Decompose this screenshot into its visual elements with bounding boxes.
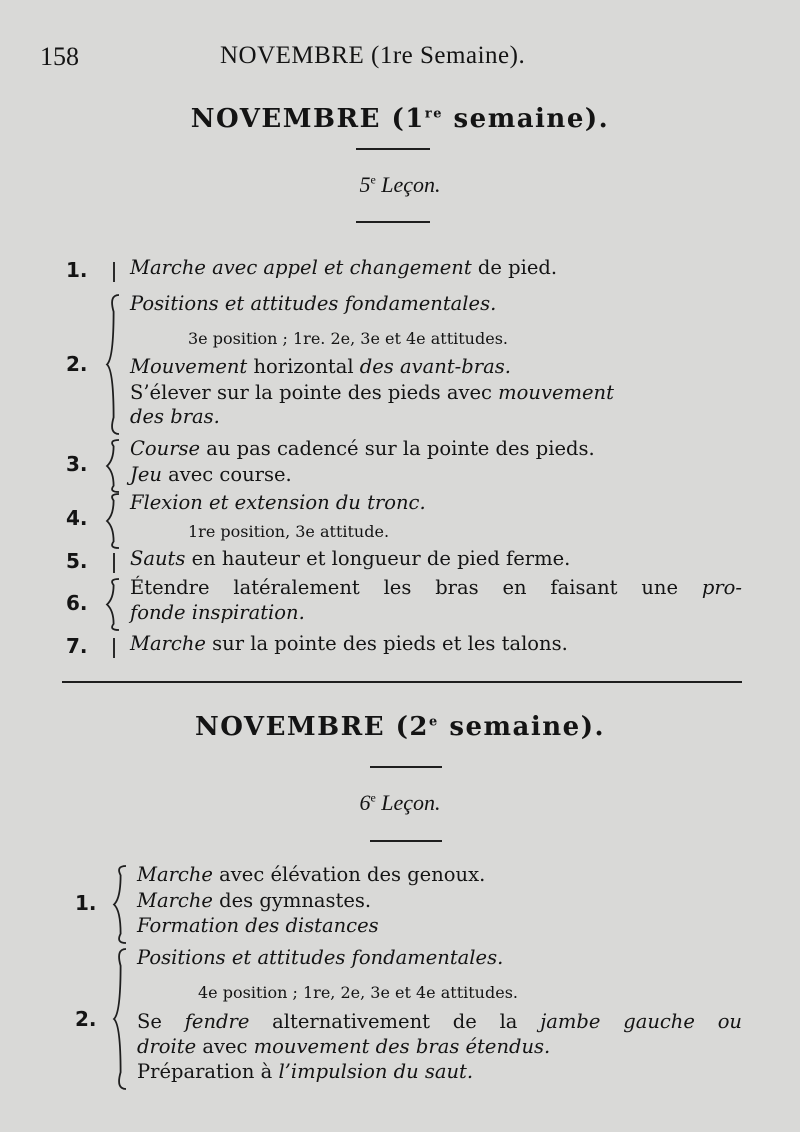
item-line	[130, 292, 496, 315]
item-bar	[113, 553, 115, 573]
italic-text: Positions et attitudes fondamentales.	[137, 946, 504, 969]
italic-text: Flexion et extension du tronc.	[130, 491, 426, 514]
week2-title-rule	[370, 766, 442, 768]
item-line	[137, 889, 371, 912]
item-number: 2.	[66, 352, 88, 376]
text: S’élever sur la pointe des pieds avec	[130, 381, 499, 404]
item-bar	[113, 638, 115, 658]
italic-text: mouvement des bras étendus.	[253, 1035, 551, 1058]
item-line	[130, 547, 570, 570]
italic-text: Marche	[130, 632, 206, 655]
text: avec course.	[161, 463, 292, 486]
item-line	[130, 405, 220, 428]
item-brace	[114, 949, 126, 1089]
item-brace	[114, 866, 126, 943]
italic-text: Marche avec appel et changement	[130, 256, 472, 279]
item-subline	[188, 522, 389, 541]
text: Préparation à	[137, 1060, 279, 1083]
italic-text: Formation des distances	[137, 914, 379, 937]
item-line	[130, 601, 305, 624]
text: avec élévation des genoux.	[212, 863, 486, 886]
week2-lesson-label: 6e Leçon.	[359, 790, 441, 815]
week2-title: NOVEMBRE (2e semaine).	[194, 712, 606, 742]
italic-text: Positions et attitudes fondamentales.	[130, 292, 497, 315]
item-number: 1.	[66, 258, 88, 282]
italic-text: fonde inspiration.	[130, 601, 305, 624]
item-line	[130, 463, 292, 486]
italic-text: Sauts	[130, 547, 186, 570]
item-number: 5.	[66, 549, 88, 573]
item-number: 2.	[75, 1007, 97, 1031]
italic-text: des bras.	[130, 405, 220, 428]
italic-text: Mouvement	[130, 355, 248, 378]
item-line	[130, 437, 595, 460]
text: des gymnastes.	[212, 889, 372, 912]
item-line	[137, 1060, 473, 1083]
italic-text: l’impulsion du saut.	[278, 1060, 474, 1083]
item-line	[137, 914, 379, 937]
item-brace	[107, 295, 119, 434]
item-subline	[198, 983, 518, 1002]
page-number: 158	[40, 42, 79, 71]
week2-lesson-rule	[370, 840, 442, 842]
item-number: 7.	[66, 634, 88, 658]
week1-lesson-rule	[356, 221, 430, 223]
text: 1re position, 3e attitude.	[188, 522, 390, 541]
week1-lesson-label: 5e Leçon.	[359, 172, 441, 197]
item-line	[130, 381, 614, 404]
text: en hauteur et longueur de pied ferme.	[185, 547, 571, 570]
item-line	[130, 632, 568, 655]
text: avec	[196, 1035, 254, 1058]
italic-text: mouvement	[498, 381, 614, 404]
section-divider	[62, 681, 742, 683]
item-number: 4.	[66, 506, 88, 530]
item-line	[137, 946, 503, 969]
item-line	[130, 491, 426, 514]
text: sur la pointe des pieds et les talons.	[205, 632, 568, 655]
week1-title-rule	[356, 148, 430, 150]
italic-text: Marche	[137, 863, 213, 886]
italic-text: jambe gauche ou	[540, 1010, 742, 1033]
item-brace	[107, 579, 119, 630]
text: Étendre latéralement les bras en faisant une	[130, 576, 702, 599]
item-brace	[107, 440, 119, 492]
italic-text: des avant-bras.	[359, 355, 511, 378]
item-brace	[107, 494, 119, 548]
item-subline	[188, 329, 508, 348]
text: Se	[137, 1010, 185, 1033]
text: alternativement de la	[249, 1010, 541, 1033]
italic-text: Marche	[137, 889, 213, 912]
text: 4e position ; 1re, 2e, 3e et 4e attitudes.	[198, 983, 518, 1002]
item-line	[130, 256, 557, 279]
italic-text: droite	[137, 1035, 197, 1058]
item-bar	[113, 262, 115, 282]
item-line	[137, 1010, 742, 1033]
item-number: 3.	[66, 452, 88, 476]
text: au pas cadencé sur la pointe des pieds.	[200, 437, 595, 460]
week1-title: NOVEMBRE (1re semaine).	[190, 104, 610, 134]
item-number: 6.	[66, 591, 88, 615]
italic-text: Jeu	[130, 463, 162, 486]
text: 3e position ; 1re. 2e, 3e et 4e attitudes.	[188, 329, 508, 348]
italic-text: fendre	[184, 1010, 250, 1033]
item-line	[137, 1035, 550, 1058]
item-line	[130, 355, 511, 378]
item-line	[137, 863, 485, 886]
italic-text: Course	[130, 437, 201, 460]
text: de pied.	[471, 256, 558, 279]
italic-text: pro-	[701, 576, 742, 599]
running-head: NOVEMBRE (1re Semaine).	[220, 42, 526, 69]
text: horizontal	[247, 355, 360, 378]
item-number: 1.	[75, 891, 97, 915]
item-line	[130, 576, 742, 599]
